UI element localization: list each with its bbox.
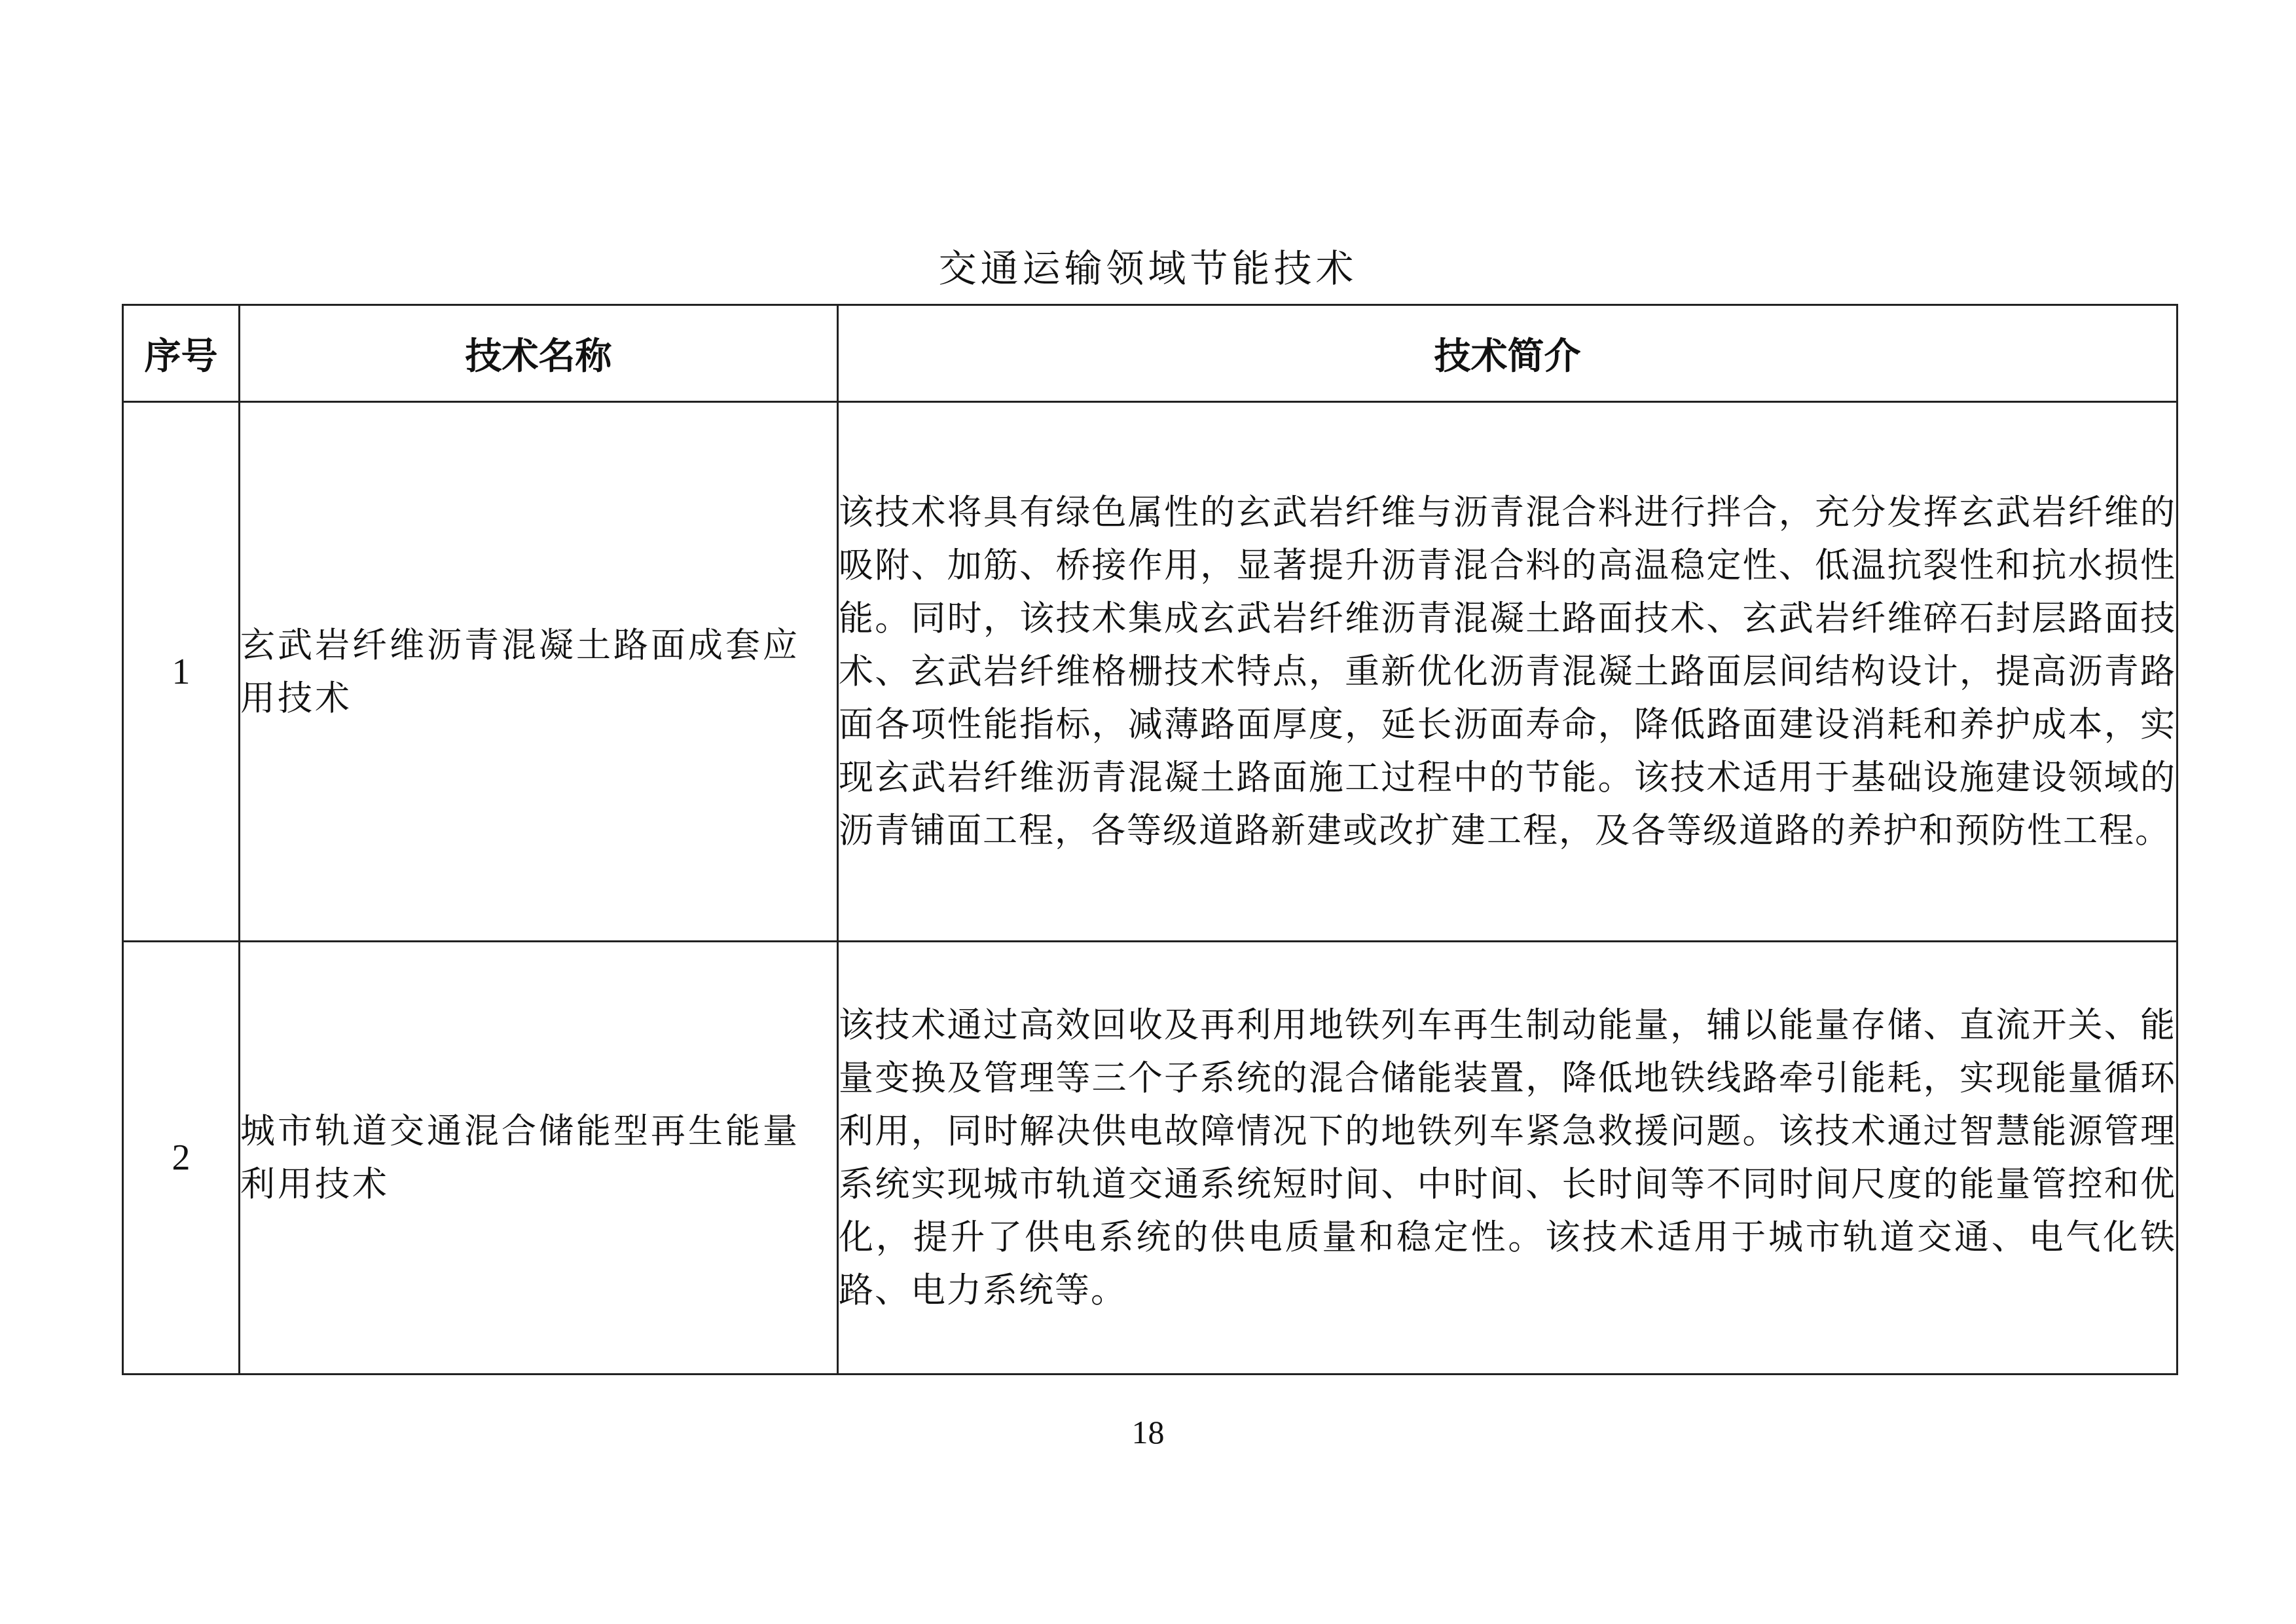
row-technology-intro: 该技术将具有绿色属性的玄武岩纤维与沥青混合料进行拌合，充分发挥玄武岩纤维的吸附、加筋、桥接作用，显著提升沥青混合料的高温稳定性、低温抗裂性和抗水损性能。同时，该技术集成玄武岩纤维沥青混凝土路面技术、玄武岩纤维碎石封层路面技术、玄武岩纤维格栅技术特点，重新优化沥青混凝土路面层间结构设计，提高沥青路面各项性能指标，减薄路面厚度，延长沥面寿命，降低路面建设消耗和养护成本，实现玄武岩纤维沥青混凝土路面施工过程中的节能。该技术适用于基础设施建设领域的沥青铺面工程，各等级道路新建或改扩建工程，及各等级道路的养护和预防性工程。 [838, 402, 2178, 942]
table-row [123, 942, 2178, 1375]
row-serial-number: 1 [123, 402, 240, 942]
row-serial-number: 2 [123, 942, 240, 1375]
page-number: 18 [1131, 1414, 1165, 1450]
table-header-row [123, 305, 2178, 402]
row-technology-intro: 该技术通过高效回收及再利用地铁列车再生制动能量，辅以能量存储、直流开关、能量变换及管理等三个子系统的混合储能装置，降低地铁线路牵引能耗，实现能量循环利用，同时解决供电故障情况下的地铁列车紧急救援问题。该技术通过智慧能源管理系统实现城市轨道交通系统短时间、中时间、长时间等不同时间尺度的能量管控和优化，提升了供电系统的供电质量和稳定性。该技术适用于城市轨道交通、电气化铁路、电力系统等。 [838, 942, 2178, 1375]
technology-table [122, 304, 2178, 1375]
header-technology-name: 技术名称 [240, 305, 838, 402]
header-technology-intro: 技术简介 [838, 305, 2178, 402]
row-technology-name: 城市轨道交通混合储能型再生能量利用技术 [240, 942, 838, 1375]
row-technology-name: 玄武岩纤维沥青混凝土路面成套应用技术 [240, 402, 838, 942]
header-serial-number: 序号 [123, 305, 240, 402]
page-title: 交通运输领域节能技术 [938, 246, 1358, 291]
table-row [123, 402, 2178, 942]
